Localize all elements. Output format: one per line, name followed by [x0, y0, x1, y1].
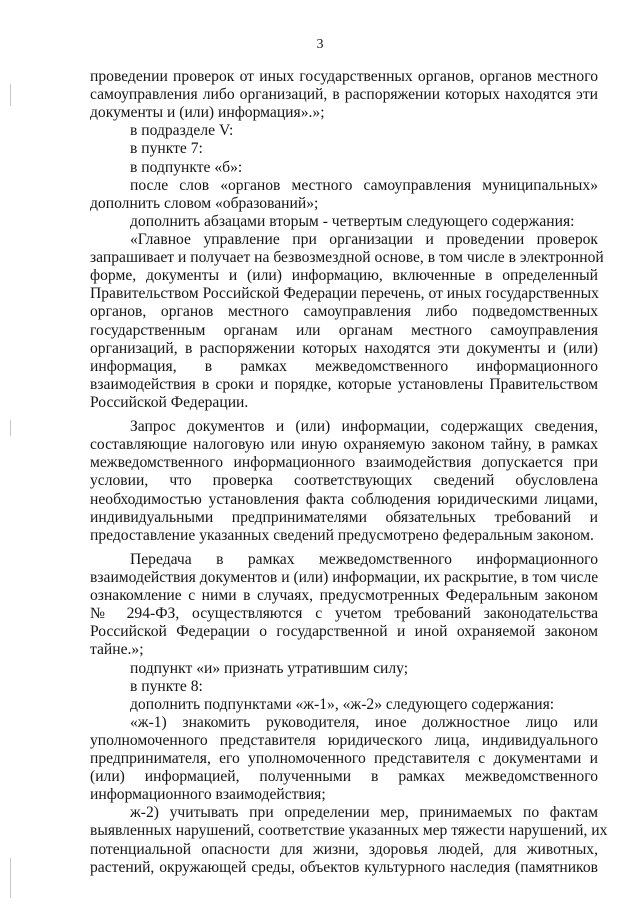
text-line: взаимодействия документов и (или) информации, их раскрытие, в том числе [90, 568, 599, 586]
text-line: Передача в рамках межведомственного информационного [130, 550, 598, 568]
text-line: «ж-1) знакомить руководителя, иное должностное лицо или [130, 713, 598, 731]
text-line: необходимостью установления факта соблюдения юридическими лицами, [90, 490, 598, 508]
text-line: «Главное управление при организации и проведении проверок [130, 230, 598, 248]
text-line: Российской Федерации о государственной и иной охраняемой законом [90, 623, 598, 641]
text-line: предпринимателя, его уполномоченного представителя с документами и [90, 750, 598, 768]
text-line: индивидуальными предпринимателями обязательных требований и [90, 508, 598, 526]
text-line: межведомственного информационного взаимодействия допускается при [90, 454, 598, 472]
scan-edge-mark [10, 84, 11, 106]
text-line: в подпункте «б»: [130, 158, 243, 176]
text-line: в подразделе V: [130, 122, 234, 140]
text-line: составляющие налоговую или иную охраняемую законом тайну, в рамках [90, 436, 598, 454]
text-line: Запрос документов и (или) информации, содержащих сведения, [130, 418, 598, 436]
text-line: дополнить абзацами вторым - четвертым следующего содержания: [130, 212, 575, 230]
text-line: Российской Федерации. [90, 393, 249, 411]
text-line: Правительством Российской Федерации перечень, от иных государственных [90, 285, 599, 303]
text-line: растений, окружающей среды, объектов культурного наследия (памятников [90, 858, 598, 876]
text-line: подпункт «и» признать утратившим силу; [130, 659, 409, 677]
text-line: условии, что проверка соответствующих сведений обусловлена [90, 472, 598, 490]
text-line: № 294-ФЗ, осуществляются с учетом требований законодательства [90, 605, 598, 623]
scan-edge-mark [10, 420, 11, 436]
text-line: государственным органам или органам местного самоуправления [90, 321, 598, 339]
text-line: документы и (или) информация».»; [90, 104, 325, 122]
text-line: уполномоченного представителя юридического лица, индивидуального [90, 731, 598, 749]
text-line: самоуправления либо организаций, в распоряжении которых находятся эти [90, 86, 598, 104]
text-line: после слов «органов местного самоуправления муниципальных» [130, 176, 598, 194]
text-line: дополнить словом «образований»; [90, 194, 319, 212]
text-line: предоставление указанных сведений предусмотрено федеральным законом. [90, 526, 594, 544]
text-line: выявленных нарушений, соответствие указанных мер тяжести нарушений, их [90, 822, 608, 840]
text-line: форме, документы и (или) информацию, включенные в определенный [90, 267, 598, 285]
text-line: дополнить подпунктами «ж-1», «ж-2» следующего содержания: [130, 695, 555, 713]
text-line: в пункте 7: [130, 140, 203, 158]
text-line: ж-2) учитывать при определении мер, принимаемых по фактам [130, 804, 598, 822]
text-line: (или) информацией, полученными в рамках межведомственного [90, 768, 598, 786]
text-line: органов, органов местного самоуправления либо подведомственных [90, 303, 598, 321]
text-line: запрашивает и получает на безвозмездной основе, в том числе в электронной [90, 249, 604, 267]
text-line: проведении проверок от иных государственных органов, органов местного [90, 68, 598, 85]
text-line: взаимодействия в сроки и порядке, которые установлены Правительством [90, 375, 598, 393]
text-line: организаций, в распоряжении которых находятся эти документы и (или) [90, 339, 598, 357]
text-line: тайне.»; [90, 641, 144, 659]
scan-edge-mark [10, 858, 11, 898]
text-line: ознакомление с ними в случаях, предусмотренных Федеральным законом [90, 587, 598, 605]
text-line: информация, в рамках межведомственного информационного [90, 357, 598, 375]
document-body [90, 68, 608, 877]
text-line: в пункте 8: [130, 677, 203, 695]
page-number: 3 [316, 37, 324, 52]
text-line: информационного взаимодействия; [90, 786, 326, 804]
text-line: потенциальной опасности для жизни, здоровья людей, для животных, [90, 840, 598, 858]
